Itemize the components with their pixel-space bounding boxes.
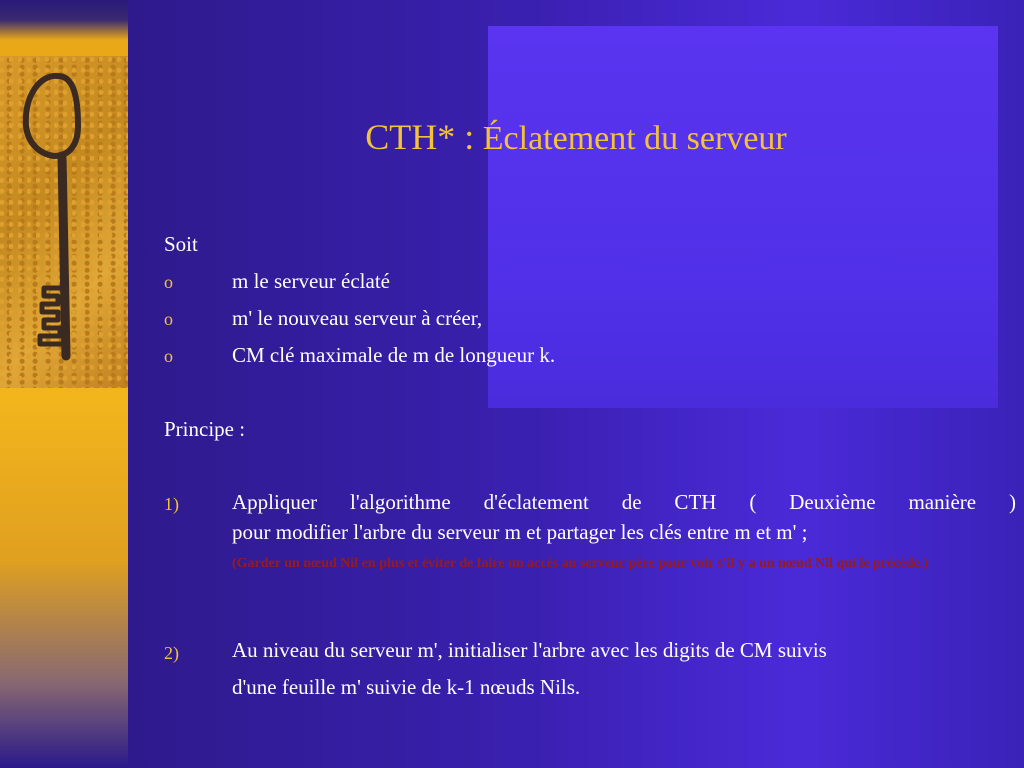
- step-line: Au niveau du serveur m', initialiser l'arbre avec les digits de CM suivis: [232, 638, 827, 662]
- bullet-marker: o: [164, 309, 173, 329]
- step-line: d'une feuille m' suivie de k-1 nœuds Nils.: [232, 675, 581, 699]
- soit-label: Soit: [164, 232, 198, 256]
- step-text: [232, 635, 1016, 702]
- step-line: Appliquer l'algorithme d'éclatement de CTH ( Deuxième manière ): [232, 490, 1016, 514]
- bullet-text: CM clé maximale de m de longueur k.: [232, 343, 556, 367]
- principe-label: Principe :: [164, 417, 246, 441]
- step-text: [232, 487, 1016, 547]
- step-note: (Garder un nœud Nil en plus et éviter de faire un accès au serveur père pour voir s'il y a un nœud Nil qui le précède.): [232, 556, 928, 571]
- slide-title: [128, 116, 1024, 158]
- slide-highlight: [488, 26, 998, 408]
- step-number: 2): [164, 643, 179, 663]
- bullet-marker: o: [164, 272, 173, 292]
- bullet-text: m' le nouveau serveur à créer,: [232, 306, 483, 330]
- antique-key-icon: [0, 56, 128, 388]
- step-line: pour modifier l'arbre du serveur m et partager les clés entre m et m' ;: [232, 520, 808, 544]
- step-number: 1): [164, 494, 179, 514]
- bullet-marker: o: [164, 346, 173, 366]
- key-image-panel: [0, 56, 128, 388]
- title-rest: Éclatement du serveur: [482, 120, 787, 157]
- bullet-text: m le serveur éclaté: [232, 269, 390, 293]
- title-prefix: CTH* :: [365, 117, 475, 157]
